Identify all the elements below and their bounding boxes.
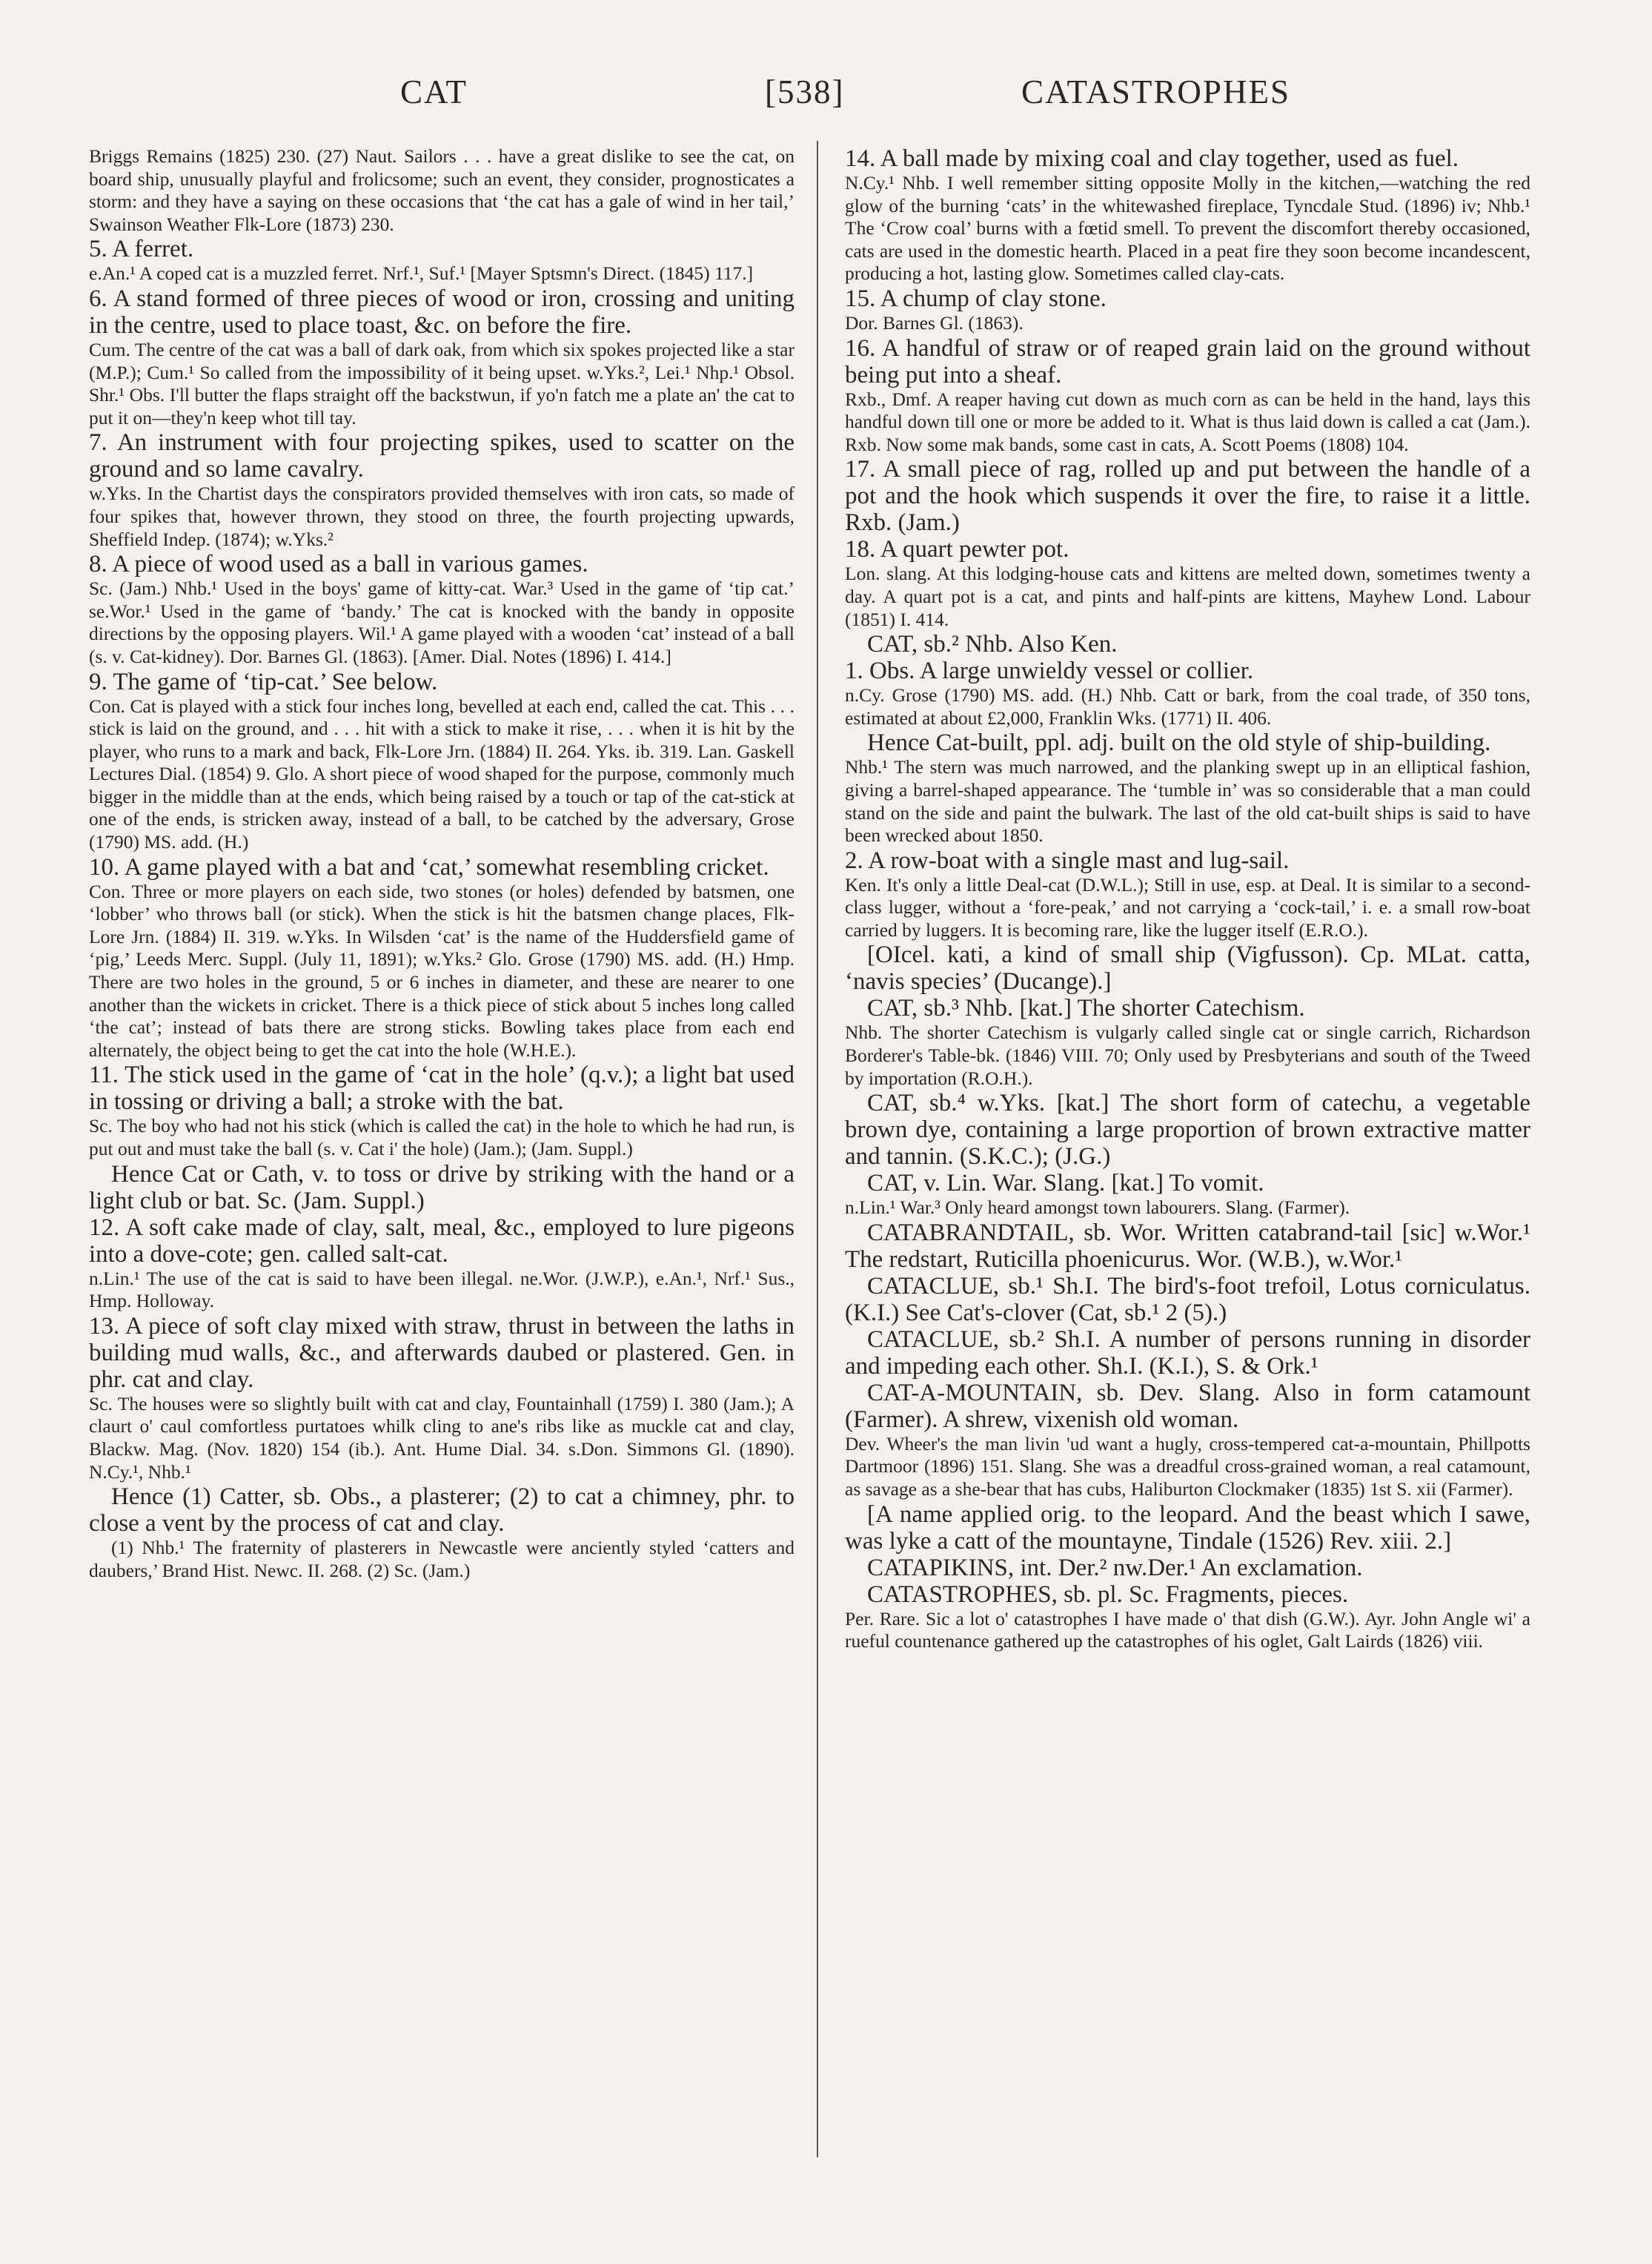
paragraph: Per. Rare. Sic a lot o' catastrophes I have made o' that dish (G.W.). Ayr. John Angle wi' a rueful countenance gathered up the catastrophes of his oglet, Galt Lairds (1826) viii. xyxy=(845,1607,1530,1652)
paragraph: n.Lin.¹ The use of the cat is said to have been illegal. ne.Wor. (J.W.P.), e.An.¹, Nrf.¹ Sus., Hmp. Holloway. xyxy=(89,1267,795,1312)
paragraph: 5. A ferret. xyxy=(89,236,194,263)
paragraph: Sc. The houses were so slightly built with cat and clay, Fountainhall (1759) I. 380 (Jam.); A claurt o' caul comfortless purtatoes whilk cling to ane's ribs like as muckle cat and clay, Blackw. Mag. (Nov. 1820) 154 (ib.). Ant. Hume Dial. 34. s.Don. Simmons Gl. (1890). N.Cy.¹, Nhb.¹ xyxy=(89,1392,795,1483)
paragraph: 12. A soft cake made of clay, salt, meal, &c., employed to lure pigeons into a dove-cote; gen. called salt-cat. xyxy=(89,1214,795,1268)
paragraph: Hence Cat or Cath, v. to toss or drive by striking with the hand or a light club or bat. Sc. (Jam. Suppl.) xyxy=(89,1160,795,1214)
paragraph: CATASTROPHES, sb. pl. Sc. Fragments, pieces. xyxy=(867,1581,1349,1608)
paragraph: Nhb. The shorter Catechism is vulgarly called single cat or single carrich, Richardson Borderer's Table-bk. (1846) VIII. 70; Only used by Presbyterians and south of the Tweed by importation (R.O.H.). xyxy=(845,1022,1530,1089)
paragraph: n.Lin.¹ War.³ Only heard amongst town labourers. Slang. (Farmer). xyxy=(845,1196,1350,1219)
paragraph: Briggs Remains (1825) 230. (27) Naut. Sailors . . . have a great dislike to see the cat, on board ship, unusually playful and frolicsome; such an event, they consider, prognosticates a storm: and they have a saying on these occasions that ‘the cat has a gale of wind in her tail,’ Swainson Weather Flk-Lore (1873) 230. xyxy=(89,145,795,235)
paragraph: e.An.¹ A coped cat is a muzzled ferret. Nrf.¹, Suf.¹ [Mayer Sptsmn's Direct. (1845) 117.] xyxy=(89,262,754,285)
paragraph: CATABRANDTAIL, sb. Wor. Written catabrand-tail [sic] w.Wor.¹ The redstart, Ruticilla phoenicurus. Wor. (W.B.), w.Wor.¹ xyxy=(845,1219,1530,1273)
paragraph: 7. An instrument with four projecting spikes, used to scatter on the ground and so lame cavalry. xyxy=(89,429,795,483)
left-column xyxy=(89,145,795,2162)
paragraph: Dor. Barnes Gl. (1863). xyxy=(845,311,1024,334)
paragraph: (1) Nhb.¹ The fraternity of plasterers in Newcastle were anciently styled ‘catters and daubers,’ Brand Hist. Newc. II. 268. (2) Sc. (Jam.) xyxy=(89,1537,795,1581)
right-column xyxy=(845,145,1530,2177)
paragraph: 6. A stand formed of three pieces of wood or iron, crossing and uniting in the centre, used to place toast, &c. on before the fire. xyxy=(89,285,795,339)
paragraph: n.Cy. Grose (1790) MS. add. (H.) Nhb. Catt or bark, from the coal trade, of 350 tons, estimated at about £2,000, Franklin Wks. (1771) II. 406. xyxy=(845,684,1530,729)
paragraph: Dev. Wheer's the man livin 'ud want a hugly, cross-tempered cat-a-mountain, Phillpotts Dartmoor (1896) 151. Slang. She was a dreadful cross-grained woman, a real catamount, as savage as a she-bear that has cubs, Haliburton Clockmaker (1835) 1st S. xii (Farmer). xyxy=(845,1432,1530,1500)
paragraph: Ken. It's only a little Deal-cat (D.W.L.); Still in use, esp. at Deal. It is similar to a second-class lugger, without a ‘fore-peak,’ and not carrying a ‘cock-tail,’ i. e. a small row-boat carried by luggers. It is becoming rare, like the lugger itself (E.R.O.). xyxy=(845,873,1530,941)
running-head-right: CATASTROPHES xyxy=(1021,73,1290,110)
paragraph: 8. A piece of wood used as a ball in various games. xyxy=(89,551,588,578)
paragraph: 13. A piece of soft clay mixed with straw, thrust in between the laths in building mud walls, &c., and afterwards daubed or plastered. Gen. in phr. cat and clay. xyxy=(89,1312,795,1393)
paragraph: 11. The stick used in the game of ‘cat in the hole’ (q.v.); a light bat used in tossing or driving a ball; a stroke with the bat. xyxy=(89,1062,795,1116)
paragraph: Con. Cat is played with a stick four inches long, bevelled at each end, called the cat. This . . . stick is laid on the ground, and . . . hit with a stick to make it rise, . . . when it is hit by the player, who runs to a mark and back, Flk-Lore Jrn. (1884) II. 264. Yks. ib. 319. Lan. Gaskell Lectures Dial. (1854) 9. Glo. A short piece of wood shaped for the purpose, commonly much bigger in the middle than at the ends, which being raised by a touch or tap of the cat-stick at one of the ends, is stricken away, instead of a ball, to be catched by the adversary, Grose (1790) MS. add. (H.) xyxy=(89,695,795,853)
paragraph: [OIcel. kati, a kind of small ship (Vigfusson). Cp. MLat. catta, ‘navis species’ (Ducange).] xyxy=(845,941,1530,996)
paragraph: CATACLUE, sb.¹ Sh.I. The bird's-foot trefoil, Lotus corniculatus. (K.I.) See Cat's-clover (Cat, sb.¹ 2 (5).) xyxy=(845,1272,1530,1326)
page-number: [538] xyxy=(765,73,845,110)
paragraph: Nhb.¹ The stern was much narrowed, and the planking swept up in an elliptical fashion, giving a barrel-shaped appearance. The ‘tumble in’ was so considerable that a man could stand on the side and paint the bulwark. The last of the old cat-built ships is said to have been wrecked about 1850. xyxy=(845,756,1530,847)
paragraph: CAT-A-MOUNTAIN, sb. Dev. Slang. Also in form catamount (Farmer). A shrew, vixenish old woman. xyxy=(845,1379,1530,1433)
paragraph: 17. A small piece of rag, rolled up and put between the handle of a pot and the hook which suspends it over the fire, to raise it a little. Rxb. (Jam.) xyxy=(845,456,1530,537)
paragraph: CAT, sb.³ Nhb. [kat.] The shorter Catechism. xyxy=(867,995,1305,1022)
paragraph: Con. Three or more players on each side, two stones (or holes) defended by batsmen, one ‘lobber’ who throws ball (or stick). When the stick is hit the batsmen change places, Flk-Lore Jrn. (1884) II. 319. w.Yks. In Wilsden ‘cat’ is the name of the Huddersfield game of ‘pig,’ Leeds Merc. Suppl. (July 11, 1891); w.Yks.² Glo. Grose (1790) MS. add. (H.) Hmp. There are two holes in the ground, 5 or 6 inches in diameter, and these are nearer to one another than the wickets in cricket. There is a thick piece of stick about 5 inches long called ‘the cat’; instead of bats there are strong sticks. Bowling takes place from each end alternately, the object being to get the cat into the hole (W.H.E.). xyxy=(89,880,795,1061)
paragraph: w.Yks. In the Chartist days the conspirators provided themselves with iron cats, so made of four spikes that, however thrown, they stood on three, the fourth projecting upwards, Sheffield Indep. (1874); w.Yks.² xyxy=(89,483,795,550)
paragraph: Sc. The boy who had not his stick (which is called the cat) in the hole to which he had run, is put out and must take the ball (s. v. Cat i' the hole) (Jam.); (Jam. Suppl.) xyxy=(89,1115,795,1159)
column-divider xyxy=(817,141,818,2157)
paragraph: CAT, sb.⁴ w.Yks. [kat.] The short form of catechu, a vegetable brown dye, containing a large proportion of brown extractive matter and tannin. (S.K.C.); (J.G.) xyxy=(845,1090,1530,1171)
paragraph: 16. A handful of straw or of reaped grain laid on the ground without being put into a sheaf. xyxy=(845,334,1530,388)
paragraph: 15. A chump of clay stone. xyxy=(845,285,1107,312)
paragraph: 14. A ball made by mixing coal and clay together, used as fuel. xyxy=(845,145,1459,172)
paragraph: Hence (1) Catter, sb. Obs., a plasterer; (2) to cat a chimney, phr. to close a vent by the process of cat and clay. xyxy=(89,1483,795,1538)
paragraph: 2. A row-boat with a single mast and lug-sail. xyxy=(845,847,1290,874)
paragraph: 9. The game of ‘tip-cat.’ See below. xyxy=(89,668,438,695)
paragraph: Rxb., Dmf. A reaper having cut down as much corn as can be held in the hand, lays this handful down till one or more be added to it. What is thus laid down is called a cat (Jam.). Rxb. Now some mak bands, some cast in cats, A. Scott Poems (1808) 104. xyxy=(845,388,1530,455)
paragraph: CATACLUE, sb.² Sh.I. A number of persons running in disorder and impeding each other. Sh.I. (K.I.), S. & Ork.¹ xyxy=(845,1325,1530,1380)
paragraph: Cum. The centre of the cat was a ball of dark oak, from which six spokes projected like a star (M.P.); Cum.¹ So called from the impossibility of it being upset. w.Yks.², Lei.¹ Nhp.¹ Obsol. Shr.¹ Obs. I'll butter the flaps straight off the backstwun, if yo'n fatch me a plate an' the cat to put it on—they'n keep whot till tay. xyxy=(89,338,795,428)
running-head-left: CAT xyxy=(400,73,468,110)
paragraph: 18. A quart pewter pot. xyxy=(845,536,1069,563)
paragraph: CAT, sb.² Nhb. Also Ken. xyxy=(867,631,1118,658)
paragraph: Lon. slang. At this lodging-house cats and kittens are melted down, sometimes twenty a day. A quart pot is a cat, and pints and half-pints are kittens, Mayhew Lond. Labour (1851) I. 414. xyxy=(845,563,1530,630)
paragraph: [A name applied orig. to the leopard. And the beast which I sawe, was lyke a catt of the mountayne, Tindale (1526) Rev. xiii. 2.] xyxy=(845,1500,1530,1555)
paragraph: 10. A game played with a bat and ‘cat,’ somewhat resembling cricket. xyxy=(89,853,769,881)
paragraph: Hence Cat-built, ppl. adj. built on the old style of ship-building. xyxy=(867,729,1491,757)
paragraph: 1. Obs. A large unwieldy vessel or collier. xyxy=(845,658,1254,685)
paragraph: N.Cy.¹ Nhb. I well remember sitting opposite Molly in the kitchen,—watching the red glow of the burning ‘cats’ in the whitewashed fireplace, Tyncdale Stud. (1896) iv; Nhb.¹ The ‘Crow coal’ burns with a fœtid smell. To prevent the discomfort thereby occasioned, cats are used in the domestic hearth. Placed in a peat fire they soon become incandescent, producing a hot, lasting glow. Sometimes called clay-cats. xyxy=(845,172,1530,285)
paragraph: CATAPIKINS, int. Der.² nw.Der.¹ An exclamation. xyxy=(867,1554,1363,1581)
paragraph: Sc. (Jam.) Nhb.¹ Used in the boys' game of kitty-cat. War.³ Used in the game of ‘tip cat.’ se.Wor.¹ Used in the game of ‘bandy.’ The cat is knocked with the bandy in opposite directions by the opposing players. Wil.¹ A game played with a wooden ‘cat’ instead of a ball (s. v. Cat-kidney). Dor. Barnes Gl. (1863). [Amer. Dial. Notes (1896) I. 414.] xyxy=(89,577,795,667)
paragraph: CAT, v. Lin. War. Slang. [kat.] To vomit. xyxy=(867,1170,1264,1197)
